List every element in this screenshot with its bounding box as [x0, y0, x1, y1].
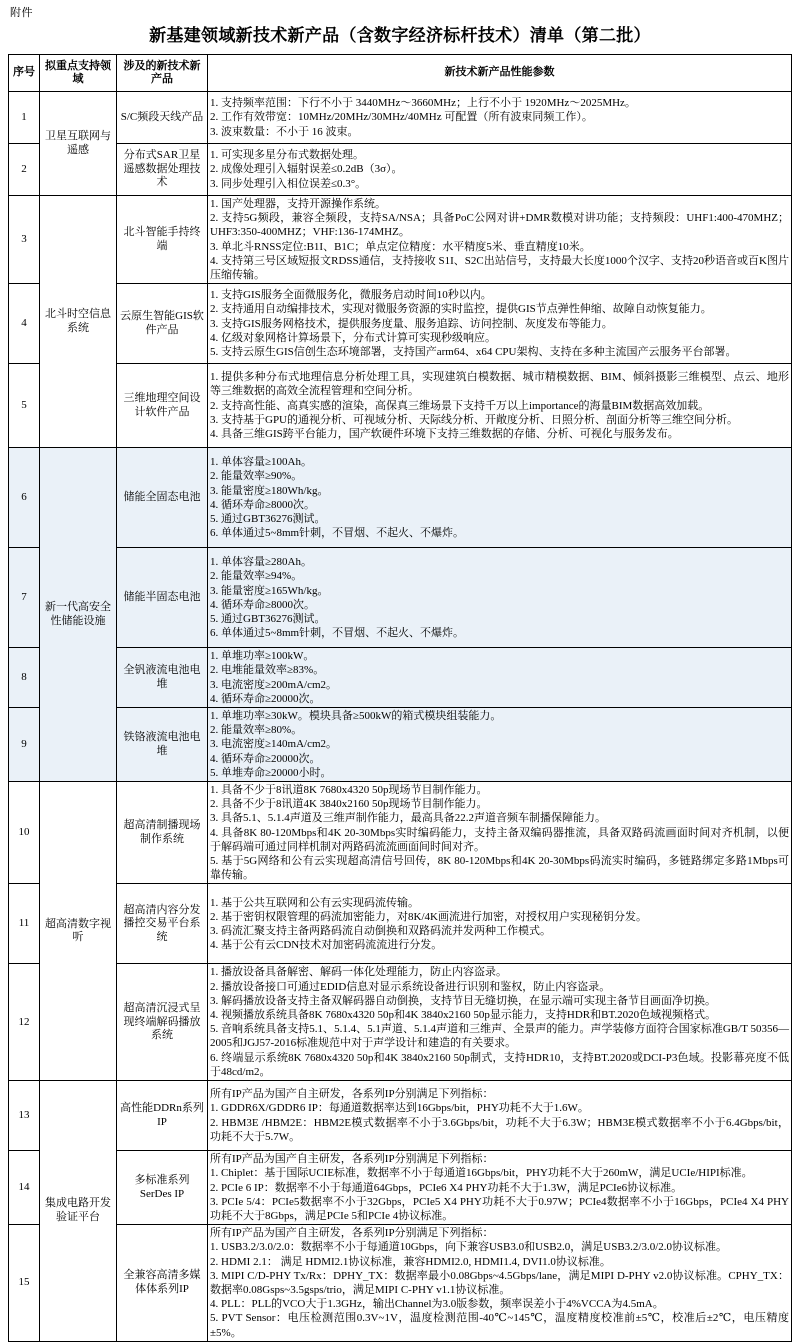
perf-item: 4. 基于公有云CDN技术对加密码流流进行分发。: [210, 939, 443, 952]
perf-item: 3. 同步处理引入相位误差≤0.3°。: [210, 177, 367, 190]
perf-item: 3. MIPI C/D-PHY Tx/Rx：DPHY_TX：数据率最小0.08Gbps~4.5Gbps/lane，满足MIPI D-PHY v2.0协议标准。CPHY_TX：数据率0.08Gsps~3.5gsps/trio，满足MIPI C-PHY v1.1协议标准。: [210, 1269, 789, 1296]
cell-perf: [208, 884, 792, 964]
cell-seq: 5: [9, 364, 40, 448]
perf-item: 4. PLL：PLL的VCO大于1.3GHz，输出Channel为3.0版参数，频率误差小于4%VCCA为4.5mA。: [210, 1298, 664, 1311]
cell-tech: 全钒液流电池电堆: [117, 648, 208, 708]
perf-list: [210, 649, 789, 706]
perf-item: 5. 单堆寿命≥20000小时。: [210, 766, 332, 779]
perf-item: 3. 支持基于GPU的通视分析、可视域分析、天际线分析、开敞度分析、日照分析、剖面分析等三维空间分析。: [210, 413, 739, 426]
cell-perf: [208, 1151, 792, 1225]
perf-item: 1. 支持频率范围：下行不小于 3440MHz～3660MHz；上行不小于 1920MHz～2025MHz。: [210, 97, 636, 110]
cell-field: 北斗时空信息系统: [40, 196, 117, 448]
cell-field: 新一代高安全性储能设施: [40, 448, 117, 782]
cell-perf: [208, 364, 792, 448]
perf-item: 3. 单北斗RNSS定位:B1I、B1C；单点定位精度：水平精度5米、垂直精度10米。: [210, 240, 591, 253]
perf-item: 2. 播放设备接口可通过EDID信息对显示系统设备进行识别和鉴权，防止内容盗录。: [210, 980, 611, 993]
table-header: [9, 55, 792, 92]
cell-seq: 6: [9, 448, 40, 548]
table-row: [9, 1225, 792, 1342]
perf-list: [210, 1087, 789, 1144]
table-row: [9, 964, 792, 1081]
cell-seq: 4: [9, 284, 40, 364]
cell-tech: 储能半固态电池: [117, 548, 208, 648]
table-row: [9, 782, 792, 884]
perf-item: 3. 电流密度≥200mA/cm2。: [210, 678, 338, 691]
cell-tech: S/C频段天线产品: [117, 92, 208, 144]
page-title: 新基建领域新技术新产品（含数字经济标杆技术）清单（第二批）: [149, 26, 651, 45]
perf-item: 所有IP产品为国产自主研发，各系列IP分别满足下列指标：: [210, 1153, 494, 1166]
perf-item: 6. 终端显示系统8K 7680x4320 50p和4K 3840x2160 50p制式，支持HDR10，支持BT.2020或DCI-P3色域。投影幕亮度不低于48cd/m2。: [210, 1051, 789, 1078]
perf-item: 2. 电堆能量效率≥83%。: [210, 664, 325, 677]
perf-item: 4. 视频播放系统具备8K 7680x4320 50p和4K 3840x2160 50p显示能力，支持HDR和BT.2020色域视频格式。: [210, 1009, 717, 1022]
perf-list: [210, 455, 789, 540]
cell-tech: 全兼容高清多媒体体系列IP: [117, 1225, 208, 1342]
cell-tech: 云原生智能GIS软件产品: [117, 284, 208, 364]
perf-item: 3. PCIe 5/4：PCIe5数据率不小于32Gbps，PCIe5 X4 PHY功耗不大于0.97W；PCIe4数据率不小于16Gbps，PCIe4 X4 PHY功耗不大于8Gbps，满足PCIe 5和PCIe 4协议标准。: [210, 1195, 789, 1222]
cell-perf: [208, 196, 792, 284]
perf-list: [210, 896, 789, 953]
cell-field: 超高清数字视听: [40, 782, 117, 1081]
cell-seq: 8: [9, 648, 40, 708]
perf-item: 3. 解码播放设备支持主备双解码器自动倒换，支持节目无缝切换，在显示端可实现主备节目画面净切换。: [210, 994, 716, 1007]
perf-item: 2. 具备不少于8讯道4K 3840x2160 50p现场节目制作能力。: [210, 798, 488, 811]
perf-item: 4. 循环寿命≥8000次。: [210, 598, 316, 611]
perf-list: [210, 197, 789, 282]
table-row: [9, 92, 792, 144]
cell-seq: 9: [9, 708, 40, 782]
perf-list: [210, 370, 789, 441]
perf-item: 1. USB3.2/3.0/2.0：数据率不小于每通道10Gbps，向下兼容USB3.0和USB2.0，满足USB3.2/3.0/2.0协议标准。: [210, 1241, 728, 1254]
perf-item: 5. 基于5G网络和公有云实现超高清信号回传，8K 80-120Mbps和4K 20-30Mbps码流实时编码，多链路绑定多路1Mbps可靠传输。: [210, 855, 789, 882]
perf-item: 2. 能量效率≥80%。: [210, 724, 303, 737]
cell-perf: [208, 648, 792, 708]
cell-seq: 10: [9, 782, 40, 884]
perf-list: [210, 965, 789, 1079]
cell-tech: 超高清制播现场制作系统: [117, 782, 208, 884]
cell-tech: 高性能DDRn系列IP: [117, 1081, 208, 1151]
perf-item: 5. PVT Sensor：电压检测范围0.3V~1V，温度检测范围-40℃~145℃，温度精度校准前±5℃，校准后±2℃，电压精度±5%。: [210, 1312, 789, 1339]
perf-item: 1. 单体容量≥280Ah。: [210, 556, 312, 569]
spec-table: [8, 54, 792, 1342]
table-row: [9, 196, 792, 284]
perf-item: 1. 单堆功率≥30kW。模块具备≥500kW的箱式模块组装能力。: [210, 710, 502, 723]
cell-tech: 储能全固态电池: [117, 448, 208, 548]
perf-item: 5. 通过GBT36276测试。: [210, 612, 326, 625]
perf-item: 1. 可实现多星分布式数据处理。: [210, 149, 364, 162]
perf-item: 4. 亿级对象网格计算场景下，分布式计算可实现秒级响应。: [210, 331, 496, 344]
perf-item: 1. 具备不少于8讯道8K 7680x4320 50p现场节目制作能力。: [210, 784, 488, 797]
table-row: [9, 648, 792, 708]
perf-item: 6. 单体通过5~8mm针刺，不冒烟、不起火、不爆炸。: [210, 627, 465, 640]
perf-item: 1. 单堆功率≥100kW。: [210, 650, 315, 663]
cell-field: 集成电路开发验证平台: [40, 1081, 117, 1342]
perf-item: 3. 码流汇聚支持主备两路码流自动倒换和双路码流并发两种工作模式。: [210, 924, 551, 937]
table-row: [9, 708, 792, 782]
cell-tech: 铁铬液流电池电堆: [117, 708, 208, 782]
perf-item: 1. 单体容量≥100Ah。: [210, 456, 312, 469]
cell-seq: 13: [9, 1081, 40, 1151]
perf-item: 2. 支持通用自动编排技术，实现对微服务资源的实时监控，提供GIS节点弹性伸缩、故障自动恢复能力。: [210, 303, 712, 316]
cell-seq: 7: [9, 548, 40, 648]
perf-item: 3. 具备5.1、5.1.4声道及三维声制作能力，最高具备22.2声道音频车制播保障能力。: [210, 812, 606, 825]
cell-seq: 15: [9, 1225, 40, 1342]
cell-seq: 2: [9, 144, 40, 196]
cell-tech: 多标准系列SerDes IP: [117, 1151, 208, 1225]
perf-item: 6. 单体通过5~8mm针刺，不冒烟、不起火、不爆炸。: [210, 527, 465, 540]
perf-item: 2. 支持高性能、高真实感的渲染，高保真三维场景下支持千万以上importance的海量BIM数据高效加载。: [210, 399, 710, 412]
perf-list: [210, 1226, 789, 1340]
cell-perf: [208, 448, 792, 548]
table-row: [9, 364, 792, 448]
perf-item: 3. 波束数量：不小于 16 波束。: [210, 125, 359, 138]
column-header-perf: 新技术新产品性能参数: [208, 55, 792, 92]
cell-perf: [208, 782, 792, 884]
perf-list: [210, 709, 789, 780]
perf-item: 所有IP产品为国产自主研发，各系列IP分别满足下列指标：: [210, 1088, 494, 1101]
table-row: [9, 1151, 792, 1225]
column-header-seq: 序号: [9, 55, 40, 92]
perf-list: [210, 96, 789, 139]
cell-field: 卫星互联网与遥感: [40, 92, 117, 196]
attachment-label: 附件: [10, 7, 33, 19]
cell-tech: 分布式SAR卫星遥感数据处理技术: [117, 144, 208, 196]
cell-perf: [208, 708, 792, 782]
column-header-tech: 涉及的新技术新产品: [117, 55, 208, 92]
cell-perf: [208, 548, 792, 648]
table-row: [9, 1081, 792, 1151]
perf-item: 3. 电流密度≥140mA/cm2。: [210, 738, 338, 751]
table-row: [9, 448, 792, 548]
table-row: [9, 548, 792, 648]
perf-item: 5. 支持云原生GIS信创生态环境部署，支持国产arm64、x64 CPU架构、支持在多种主流国产云服务平台部署。: [210, 346, 737, 359]
perf-item: 3. 能量密度≥165Wh/kg。: [210, 584, 329, 597]
perf-list: [210, 148, 789, 191]
perf-list: [210, 783, 789, 882]
cell-tech: 超高清沉浸式呈现终端解码播放系统: [117, 964, 208, 1081]
perf-item: 1. Chiplet：基于国际UCIE标准，数据率不小于每通道16Gbps/bit，PHY功耗不大于260mW，满足UCIe/HIPI标准。: [210, 1167, 753, 1180]
perf-item: 4. 循环寿命≥8000次。: [210, 498, 316, 511]
perf-item: 2. HBM3E /HBM2E：HBM2E模式数据率不小于3.6Gbps/bit，功耗不大于6.3W；HBM3E模式数据率不小于6.4Gbps/bit，功耗不大于5.7W。: [210, 1116, 789, 1143]
perf-item: 4. 循环寿命≥20000次。: [210, 692, 321, 705]
cell-seq: 11: [9, 884, 40, 964]
perf-list: [210, 1152, 789, 1223]
perf-item: 3. 能量密度≥180Wh/kg。: [210, 484, 329, 497]
column-header-field: 拟重点支持领域: [40, 55, 117, 92]
perf-item: 2. PCIe 6 IP：数据率不小于每通道64Gbps，PCIe6 X4 PHY功耗不大于1.3W，满足PCIe6协议标准。: [210, 1181, 683, 1194]
cell-perf: [208, 92, 792, 144]
perf-item: 4. 循环寿命≥20000次。: [210, 752, 321, 765]
perf-item: 2. 基于密钥权限管理的码流加密能力，对8K/4K画流进行加密，对授权用户实现秘钥分发。: [210, 910, 647, 923]
table-row: [9, 884, 792, 964]
perf-item: 4. 具备8K 80-120Mbps和4K 20-30Mbps实时编码能力，支持主备双编码器推流，具备双路码流画面时间对齐机制，以便于解码端可通过同样机制对两路码流流画面间时间对齐。: [210, 826, 789, 853]
perf-item: 2. 能量效率≥90%。: [210, 470, 303, 483]
table-row: [9, 144, 792, 196]
cell-perf: [208, 144, 792, 196]
table-row: [9, 284, 792, 364]
table-header-row: [9, 55, 792, 92]
cell-perf: [208, 964, 792, 1081]
perf-item: 1. 支持GIS服务全面微服务化，微服务启动时间10秒以内。: [210, 289, 492, 302]
perf-item: 5. 通过GBT36276测试。: [210, 512, 326, 525]
perf-item: 1. GDDR6X/GDDR6 IP：每通道数据率达到16Gbps/bit，PHY功耗不大于1.6W。: [210, 1102, 589, 1115]
perf-item: 5. 音响系统具备支持5.1、5.1.4、5.1声道、5.1.4声道和三维声、全景声的能力。声学装修方面符合国家标准GB/T 50356—2005和JGJ57-2016标准规范中对于声学设计和建造的有关要求。: [210, 1023, 789, 1050]
perf-item: 1. 国产处理器，支持开源操作系统。: [210, 198, 386, 210]
perf-item: 1. 提供多种分布式地理信息分析处理工具，实现建筑白模数据、城市精模数据、BIM、倾斜摄影三维模型、点云、地形等三维数据的高效全流程管理和空间分析。: [210, 371, 789, 398]
perf-item: 2. 成像处理引入辐射误差≤0.2dB（3σ）。: [210, 163, 403, 176]
perf-item: 4. 具备三维GIS跨平台能力，国产软硬件环境下支持三维数据的存储、分析、可视化与服务发布。: [210, 428, 679, 441]
cell-tech: 北斗智能手持终端: [117, 196, 208, 284]
perf-item: 所有IP产品为国产自主研发，各系列IP分别满足下列指标：: [210, 1227, 494, 1240]
perf-item: 2. 能量效率≥94%。: [210, 570, 303, 583]
cell-seq: 14: [9, 1151, 40, 1225]
cell-perf: [208, 1225, 792, 1342]
perf-item: 1. 基于公共互联网和公有云实现码流传输。: [210, 896, 419, 909]
table-body: [9, 92, 792, 1342]
perf-list: [210, 288, 789, 359]
perf-item: 2. 支持5G频段，兼容全频段，支持SA/NSA；具备PoC公网对讲+DMR数模对讲功能；支持频段：UHF1:400-470MHZ；UHF3:350-400MHZ；VHF:136-174MHZ。: [210, 212, 789, 239]
perf-item: 2. 工作有效带宽：10MHz/20MHz/30MHz/40MHz 可配置（所有波束同频工作）。: [210, 111, 593, 124]
cell-seq: 3: [9, 196, 40, 284]
perf-item: 4. 支持第三号区域短报文RDSS通信，支持接收 S1I、S2C出站信号，支持最大长度1000个汉字、支持20秒语音或百K图片压缩传输。: [210, 254, 789, 282]
cell-perf: [208, 284, 792, 364]
cell-tech: 三维地理空间设计软件产品: [117, 364, 208, 448]
perf-item: 2. HDMI 2.1： 满足 HDMI2.1协议标准，兼容HDMI2.0, HDMI1.4, DVI1.0协议标准。: [210, 1255, 611, 1268]
cell-seq: 1: [9, 92, 40, 144]
cell-perf: [208, 1081, 792, 1151]
perf-item: 1. 播放设备具备解密、解码一体化处理能力，防止内容盗录。: [210, 966, 507, 979]
perf-list: [210, 555, 789, 640]
cell-tech: 超高清内容分发播控交易平台系统: [117, 884, 208, 964]
perf-item: 3. 支持GIS服务网格技术，提供服务度量、服务追踪、访问控制、灰度发布等能力。: [210, 317, 613, 330]
cell-seq: 12: [9, 964, 40, 1081]
